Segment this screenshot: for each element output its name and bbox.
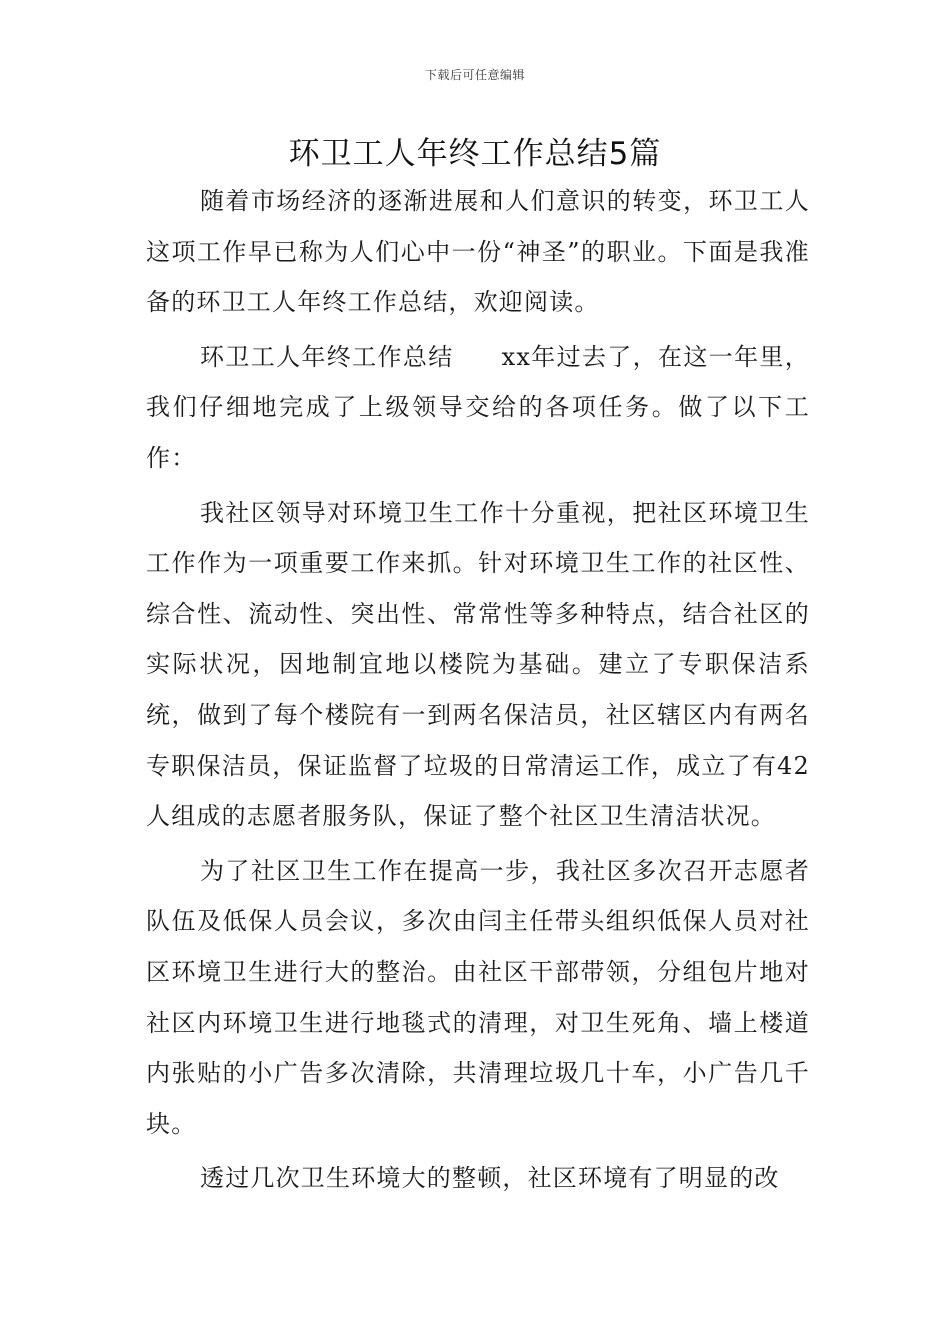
section-opening-text: xx年过去了，在这一年里，我们仔细地完成了上级领导交给的各项任务。做了以下工作： [146,342,811,472]
paragraph-section-start [146,332,810,484]
paragraph-intro: 随着市场经济的逐渐进展和人们意识的转变，环卫工人这项工作早已称为人们心中一份“神圣”的职业。下面是我准备的环卫工人年终工作总结，欢迎阅读。 [146,187,810,317]
paragraph-cleanup-campaign: 为了社区卫生工作在提高一步，我社区多次召开志愿者队伍及低保人员会议，多次由闫主任带头组织低保人员对社区环境卫生进行大的整治。由社区干部带领，分组包片地对社区内环境卫生进行地毯式的清理，对卫生死角、墙上楼道内张贴的小广告多次清除，共清理垃圾几十车，小广告几千块。 [146,856,810,1138]
paragraph-results: 透过几次卫生环境大的整顿，社区环境有了明显的改 [200,1164,780,1193]
paragraph-community-sanitation: 我社区领导对环境卫生工作十分重视，把社区环境卫生工作作为一项重要工作来抓。针对环境卫生工作的社区性、综合性、流动性、突出性、常常性等多种特点，结合社区的实际状况，因地制宜地以楼院为基础。建立了专职保洁系统，做到了每个楼院有一到两名保洁员，社区辖区内有两名专职保洁员，保证监督了垃圾的日常清运工作，成立了有42人组成的志愿者服务队，保证了整个社区卫生清洁状况。 [146,498,810,831]
document-body [146,176,810,1208]
document-title: 环卫工人年终工作总结5篇 [288,136,662,172]
section-heading: 环卫工人年终工作总结 [200,342,454,371]
header-note: 下载后可任意编辑 [424,68,525,82]
